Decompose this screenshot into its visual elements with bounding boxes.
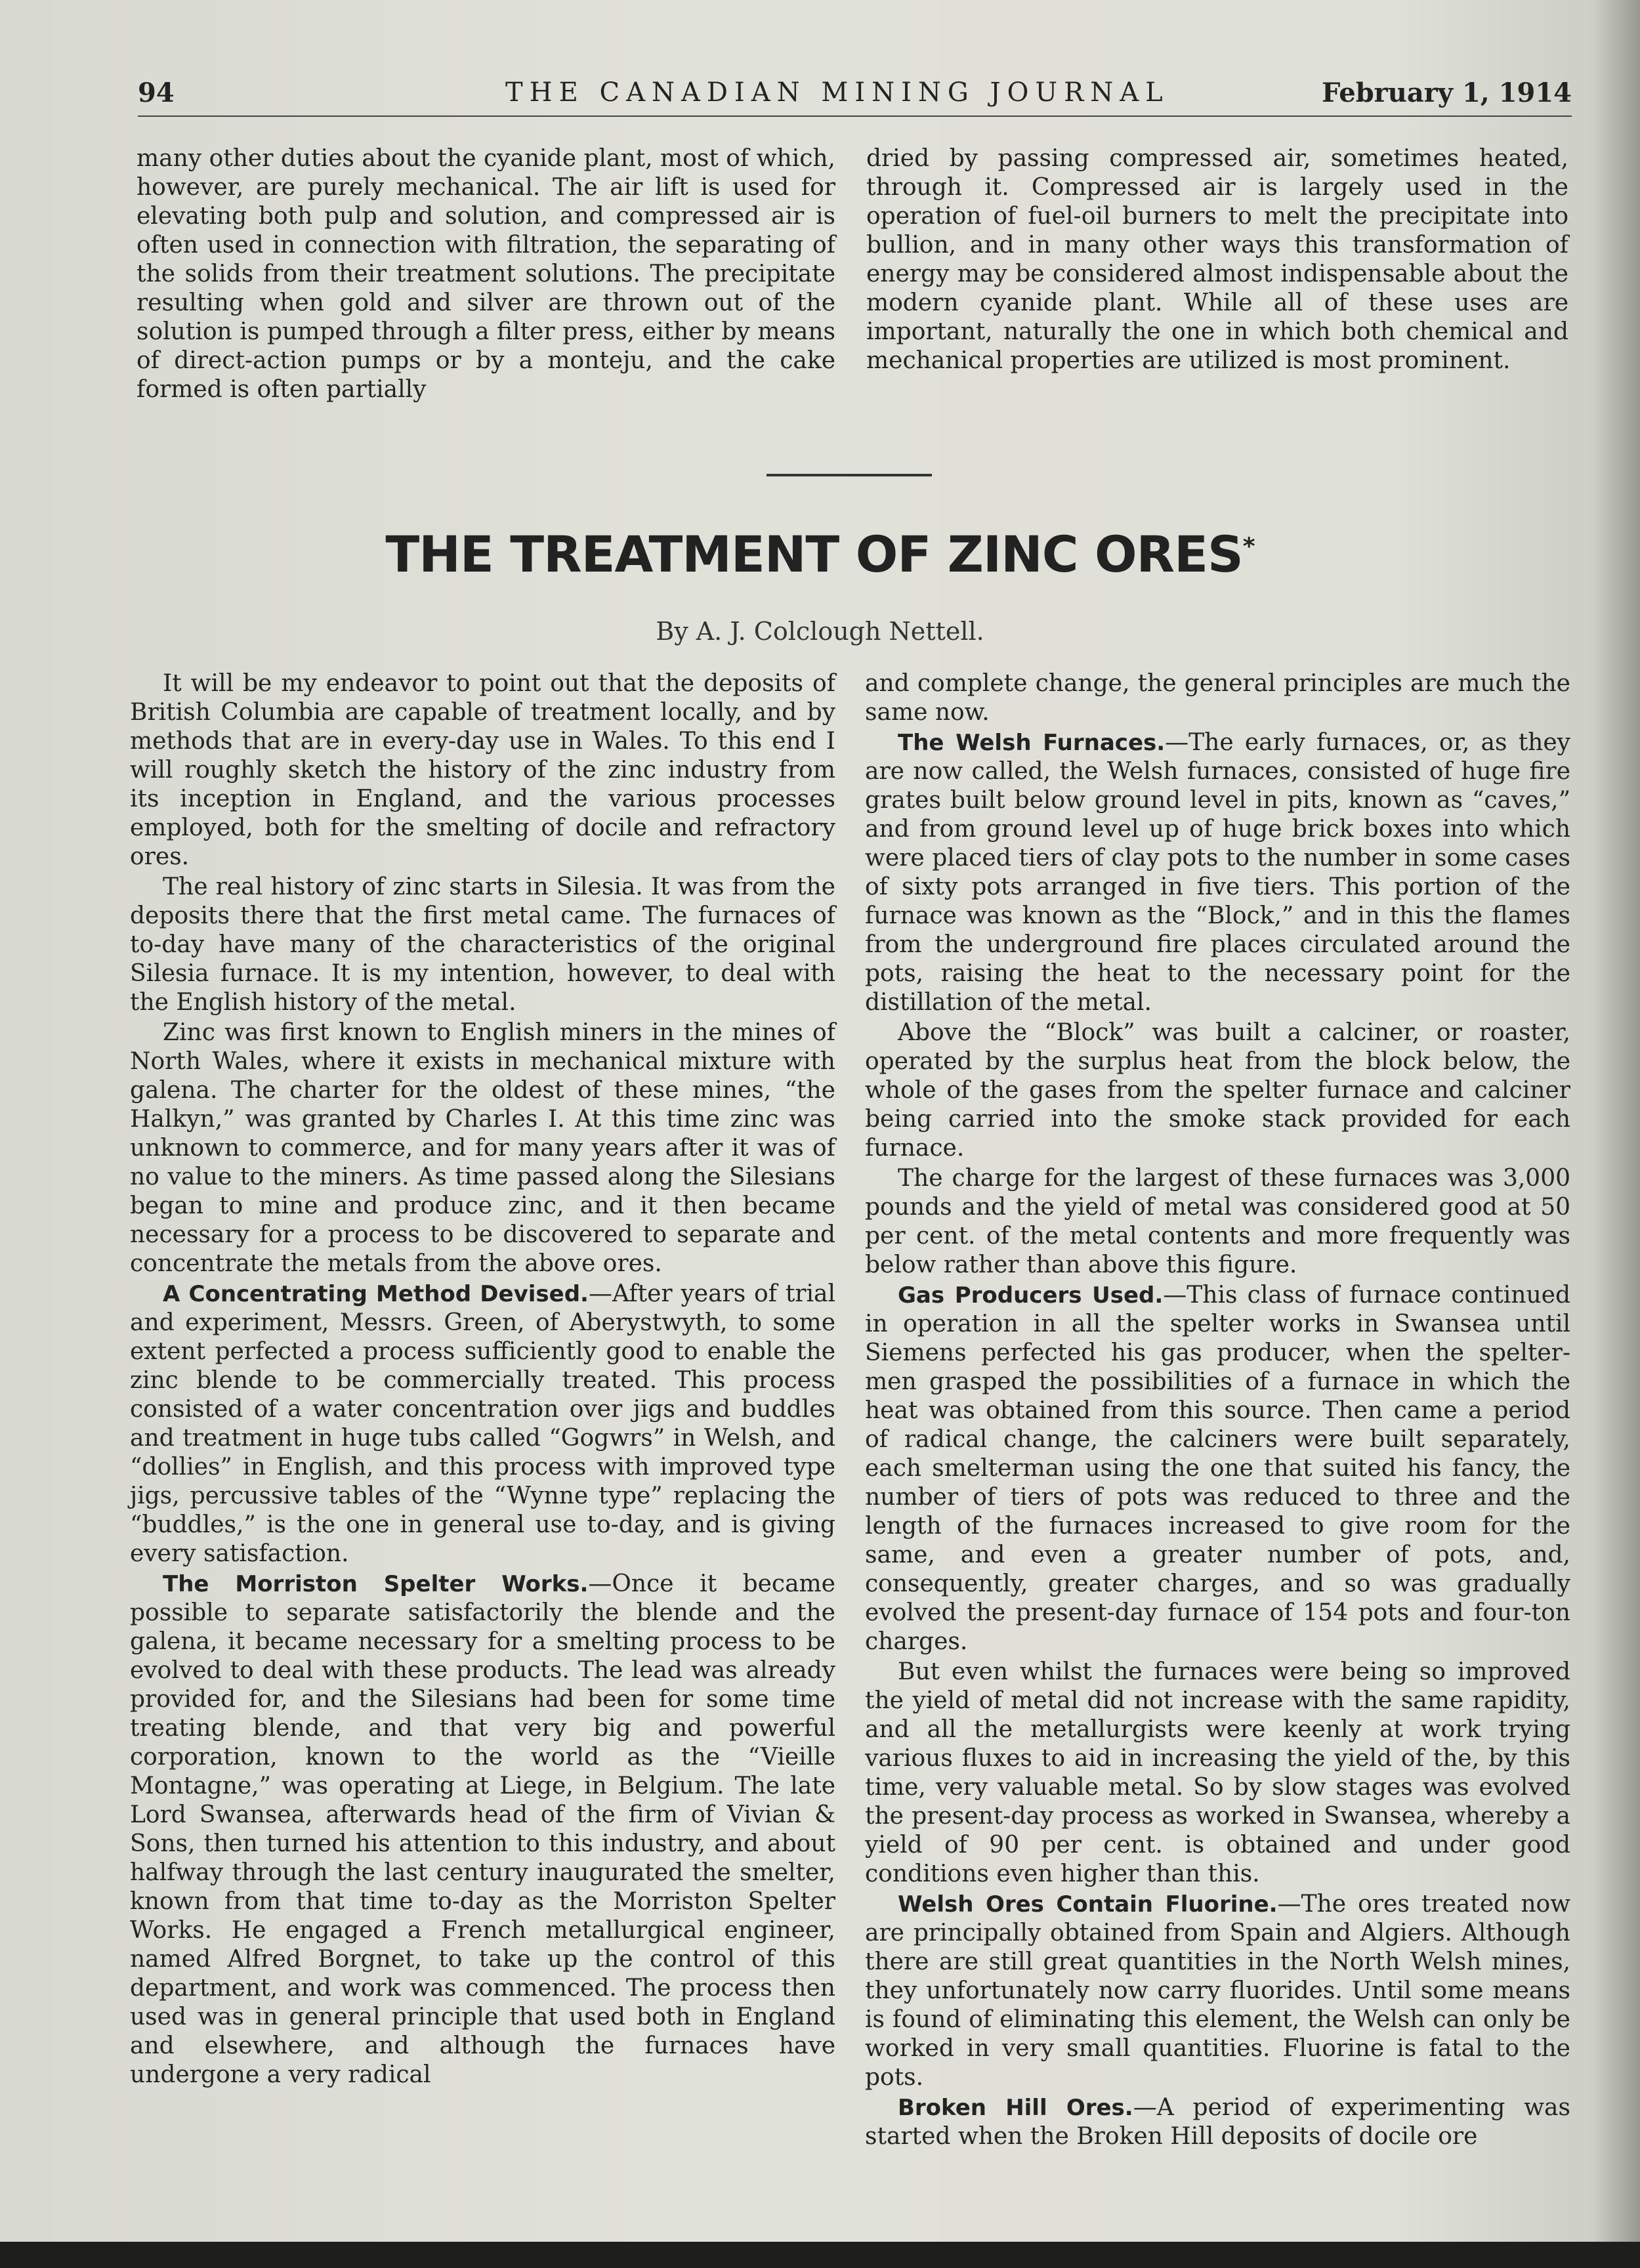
paragraph-text: —Once it became possible to separate satisfactorily the blende and the galena, it became necessary for a smelting process to be evolved to deal with these products. The lead was already provided for, and the Silesians had been for some time treating blende, and that very big and powerful corporation, known to the world as the “Vieille Montagne,” was operating at Liege, in Belgium. The late Lord Swansea, afterwards head of the firm of Vivian & Sons, then turned his attention to this industry, and about halfway through the last century inaugurated the smelter, known from that time to-day as the Morriston Spelter Works. He engaged a French metallurgical engineer, named Alfred Borgnet, to take up the control of this department, and work was commenced. The process then used was in general principle that used both in England and elsewhere, and although the furnaces have undergone a very radical xyxy=(130,1570,835,2088)
paragraph-text: —This class of furnace continued in operation in all the spelter works in Swansea until Siemens perfected his gas producer, when the spelter-men grasped the possibilities of a furnace in which the heat was obtained from this source. Then came a period of radical change, the calciners were built separately, each smelterman using the one that suited his fancy, the number of tiers of pots was reduced to three and the length of the furnaces increased to give room for the same, and even a greater number of pots, and, consequently, greater charges, and so was gradually evolved the present-day furnace of 154 pots and four-ton charges. xyxy=(865,1282,1570,1655)
paragraph-text: —A period of experimenting was started when the Broken Hill deposits of docile ore xyxy=(865,2094,1570,2150)
article-title xyxy=(0,525,1640,583)
page-edge-shadow xyxy=(1594,0,1640,2268)
paragraph: Zinc was first known to English miners in the mines of North Wales, where it exists in mechanical mixture with galena. The charter for the oldest of these mines, “the Halkyn,” was granted by Charles I. At this time zinc was unknown to commerce, and for many years after it was of no value to the miners. As time passed along the Silesians began to mine and produce zinc, and it then became necessary for a process to be discovered to separate and concentrate the metals from the above ores. xyxy=(130,1019,835,1277)
previous-article-right-column xyxy=(866,144,1568,377)
paragraph xyxy=(130,1280,835,1568)
page-number: 94 xyxy=(138,77,175,108)
section-heading: Welsh Ores Contain Fluorine. xyxy=(898,1891,1278,1918)
header-rule xyxy=(138,116,1572,117)
paragraph: many other duties about the cyanide plant, most of which, however, are purely mechanical. The air lift is used for elevating both pulp and solution, and compressed air is often used in connection with filtration, the separating of the solids from their treatment solutions. The precipitate resulting when gold and silver are thrown out of the solution is pumped through a filter press, either by means of direct-action pumps or by a monteju, and the cake formed is often partially xyxy=(137,145,835,403)
paragraph-text: —After years of trial and experiment, Messrs. Green, of Aberystwyth, to some extent perfected a process sufficiently good to enable the zinc blende to be commercially treated. This process consisted of a water concentration over jigs and buddles and treatment in huge tubs called “Gogwrs” in Welsh, and “dollies” in English, and this process with improved type jigs, percussive tables of the “Wynne type” replacing the “buddles,” is the one in general use to-day, and is giving every satisfaction. xyxy=(130,1280,836,1567)
paragraph xyxy=(865,2093,1570,2151)
section-heading: Broken Hill Ores. xyxy=(898,2095,1133,2121)
section-heading: The Welsh Furnaces. xyxy=(898,730,1166,756)
section-heading: Gas Producers Used. xyxy=(898,1282,1164,1309)
paragraph: It will be my endeavor to point out that the deposits of British Columbia are capable of treatment locally, and by methods that are in every-day use in Wales. To this end I will roughly sketch the history of the zinc industry from its inception in England, and the various processes employed, both for the smelting of docile and refractory ores. xyxy=(130,670,835,870)
article-byline: By A. J. Colclough Nettell. xyxy=(656,617,984,646)
section-heading: The Morriston Spelter Works. xyxy=(163,1571,589,1597)
section-heading: A Concentrating Method Devised. xyxy=(163,1281,589,1307)
paragraph-text: —The early furnaces, or, as they are now called, the Welsh furnaces, consisted of huge fire grates built below ground level in pits, known as “caves,” and from ground level up of huge brick boxes into which were placed tiers of clay pots to the number in some cases of sixty pots arranged in five tiers. This portion of the furnace was known as the “Block,” and in this the flames from the underground fire places circulated around the pots, raising the heat to the necessary point for the distillation of the metal. xyxy=(865,729,1570,1016)
journal-title: THE CANADIAN MINING JOURNAL xyxy=(505,77,1169,108)
paragraph: The real history of zinc starts in Silesia. It was from the deposits there that the first metal came. The furnaces of to-day have many of the characteristics of the original Silesia furnace. It is my intention, however, to deal with the English history of the metal. xyxy=(130,873,835,1016)
issue-date: February 1, 1914 xyxy=(1322,77,1572,108)
footnote-mark: * xyxy=(1242,533,1255,560)
paragraph xyxy=(865,1281,1570,1656)
paragraph: The charge for the largest of these furnaces was 3,000 pounds and the yield of metal was considered good at 50 per cent. of the metal contents and more frequently was below rather than above this figure. xyxy=(865,1165,1570,1278)
article-separator xyxy=(767,474,932,476)
paragraph-text: —The ores treated now are principally obtained from Spain and Algiers. Although there are still great quantities in the North Welsh mines, they unfortunately now carry fluorides. Until some means is found of eliminating this element, the Welsh can only be worked in very small quantities. Fluorine is fatal to the pots. xyxy=(865,1891,1570,2091)
article-right-column xyxy=(865,669,1570,2152)
title-text: THE TREATMENT OF ZINC ORES xyxy=(385,525,1243,583)
paragraph: dried by passing compressed air, sometimes heated, through it. Compressed air is largely used in the operation of fuel-oil burners to melt the precipitate into bullion, and in many other ways this transformation of energy may be considered almost indispensable about the modern cyanide plant. While all of these uses are important, naturally the one in which both chemical and mechanical properties are utilized is most prominent. xyxy=(866,145,1568,374)
paragraph: Above the “Block” was built a calciner, or roaster, operated by the surplus heat from the block below, the whole of the gases from the spelter furnace and calciner being carried into the smoke stack provided for each furnace. xyxy=(865,1019,1570,1162)
paragraph: and complete change, the general principles are much the same now. xyxy=(865,670,1570,726)
running-header xyxy=(138,77,1572,117)
paragraph xyxy=(130,1570,835,2090)
scan-bottom-edge xyxy=(0,2242,1640,2268)
paragraph xyxy=(865,1890,1570,2092)
paragraph xyxy=(865,728,1570,1017)
paragraph: But even whilst the furnaces were being so improved the yield of metal did not increase with the same rapidity, and all the metallurgists were keenly at work trying various fluxes to aid in increasing the yield of the, by this time, very valuable metal. So by slow stages was evolved the present-day process as worked in Swansea, whereby a yield of 90 per cent. is obtained and under good conditions even higher than this. xyxy=(865,1658,1570,1887)
article-left-column xyxy=(130,669,835,2091)
previous-article-left-column xyxy=(137,144,835,406)
